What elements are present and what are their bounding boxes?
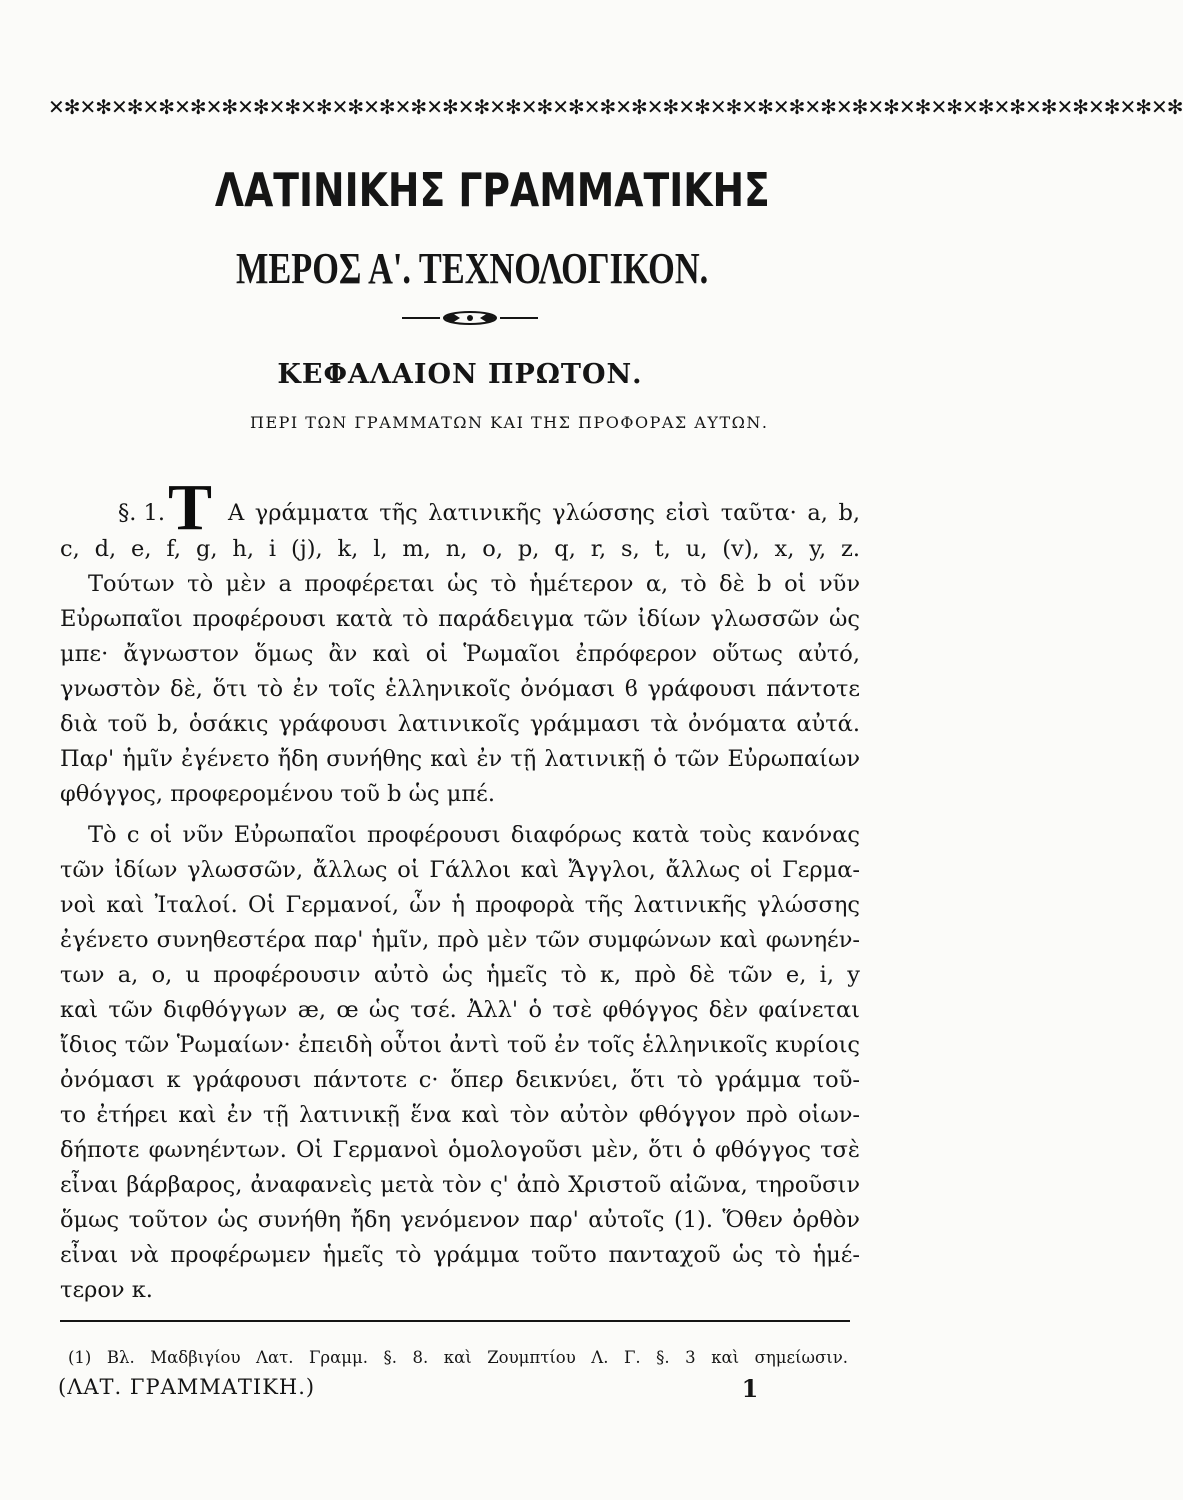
text-line: καὶ τῶν διφθόγγων æ, œ ὡς τσέ. Ἀλλ' ὁ τσὲ φθόγγος δὲν φαίνεται — [60, 997, 860, 1023]
text-line: διὰ τοῦ b, ὁσάκις γράφουσι λατινικοῖς γράμμασι τὰ ὀνόματα αὐτά. — [60, 711, 860, 737]
text-line: τερον κ. — [60, 1277, 153, 1303]
text-line: ἐγένετο συνηθεστέρα παρ' ἡμῖν, πρὸ μὲν τῶν συμφώνων καὶ φωνηέν- — [60, 927, 860, 953]
section-number: §. 1. — [118, 500, 166, 526]
text-line: νοὶ καὶ Ἰταλοί. Οἱ Γερμανοί, ὧν ἡ προφορὰ τῆς λατινικῆς γλώσσης — [60, 892, 860, 918]
drop-cap-letter: Τ — [168, 471, 213, 544]
footnote-separator — [60, 1320, 850, 1322]
text-line: Α γράμματα τῆς λατινικῆς γλώσσης εἰσὶ ταῦτα· a, b, — [228, 500, 860, 526]
text-line: το ἐτήρει καὶ ἐν τῇ λατινικῇ ἕνα καὶ τὸν αὐτὸν φθόγγον πρὸ οἱων- — [60, 1102, 860, 1128]
text-line: εἶναι βάρβαρος, ἀναφανεὶς μετὰ τὸν ς' ἀπὸ Χριστοῦ αἰῶνα, τηροῦσιν — [60, 1172, 860, 1198]
text-line: των a, o, u προφέρουσιν αὐτὸ ὡς ἡμεῖς τὸ κ, πρὸ δὲ τῶν e, i, y — [60, 962, 860, 988]
text-line: ὅμως τοῦτον ὡς συνήθη ἤδη γενόμενον παρ' αὐτοῖς (1). Ὅθεν ὀρθὸν — [60, 1207, 860, 1233]
chapter-subtitle: ΠΕΡΙ ΤΩΝ ΓΡΑΜΜΑΤΩΝ ΚΑΙ ΤΗΣ ΠΡΟΦΟΡΑΣ ΑΥΤΩΝ. — [250, 413, 769, 432]
running-footer-title: (ΛΑΤ. ΓΡΑΜΜΑΤΙΚΗ.) — [58, 1375, 316, 1399]
text-line: τῶν ἰδίων γλωσσῶν, ἄλλως οἱ Γάλλοι καὶ Ἄγγλοι, ἄλλως οἱ Γερμα- — [60, 857, 860, 883]
book-title: ΛΑΤΙΝΙΚΗΣ ΓΡΑΜΜΑΤΙΚΗΣ — [214, 163, 770, 217]
text-line: δήποτε φωνηέντων. Οἱ Γερμανοὶ ὁμολογοῦσι μὲν, ὅτι ὁ φθόγγος τσὲ — [60, 1137, 860, 1163]
chapter-title: ΚΕΦΑΛΑΙΟΝ ΠΡΩΤΟΝ. — [277, 359, 643, 390]
text-line: Παρ' ἡμῖν ἐγένετο ἤδη συνήθης καὶ ἐν τῇ λατινικῇ ὁ τῶν Εὐρωπαίων — [60, 746, 860, 772]
page-number: 1 — [741, 1374, 759, 1403]
text-line: φθόγγος, προφερομένου τοῦ b ὡς μπέ. — [60, 781, 495, 807]
text-line: εἶναι νὰ προφέρωμεν ἡμεῖς τὸ γράμμα τοῦτο πανταχοῦ ὡς τὸ ἡμέ- — [60, 1242, 860, 1268]
text-line: μπε· ἄγνωστον ὅμως ἂν καὶ οἱ Ῥωμαῖοι ἐπρόφερον οὕτως αὐτό, — [60, 641, 860, 667]
text-line: Εὐρωπαῖοι προφέρουσι κατὰ τὸ παράδειγμα τῶν ἰδίων γλωσσῶν ὡς — [60, 606, 860, 632]
text-line: c, d, e, f, g, h, i (j), k, l, m, n, o, p, q, r, s, t, u, (v), x, y, z. — [60, 536, 860, 562]
text-line: γνωστὸν δὲ, ὅτι τὸ ἐν τοῖς ἑλληνικοῖς ὀνόμασι ϐ γράφουσι πάντοτε — [60, 676, 860, 702]
ornamental-divider — [400, 310, 540, 326]
text-line: Τὸ c οἱ νῦν Εὐρωπαῖοι προφέρουσι διαφόρως κατὰ τοὺς κανόνας — [88, 822, 860, 848]
part-title: ΜΕΡΟΣ Α'. ΤΕΧΝΟΛΟΓΙΚΟΝ. — [236, 244, 709, 293]
text-line: Τούτων τὸ μὲν a προφέρεται ὡς τὸ ἡμέτερον α, τὸ δὲ b οἱ νῦν — [88, 571, 860, 597]
ornamental-header-band: ✕✻✕✻✕✻✕✻✕✻✕✻✕✻✕✻✕✻✕✻✕✻✕✻✕✻✕✻✕✻✕✻✕✻✕✻✕✻✕✻✕✻✕✻✕✻✕✻✕✻✕✻✕✻✕✻✕✻✕✻✕✻✕✻✕✻✕✻✕✻✕✻ — [48, 95, 1183, 119]
text-line: ἴδιος τῶν Ῥωμαίων· ἐπειδὴ οὗτοι ἀντὶ τοῦ ἐν τοῖς ἑλληνικοῖς κυρίοις — [60, 1032, 860, 1058]
text-line: ὀνόμασι κ γράφουσι πάντοτε c· ὅπερ δεικνύει, ὅτι τὸ γράμμα τοῦ- — [60, 1067, 860, 1093]
footnote: (1) Βλ. Μαδβιγίου Λατ. Γραμμ. §. 8. καὶ Ζουμπτίου Λ. Γ. §. 3 καὶ σημείωσιν. — [68, 1348, 848, 1367]
